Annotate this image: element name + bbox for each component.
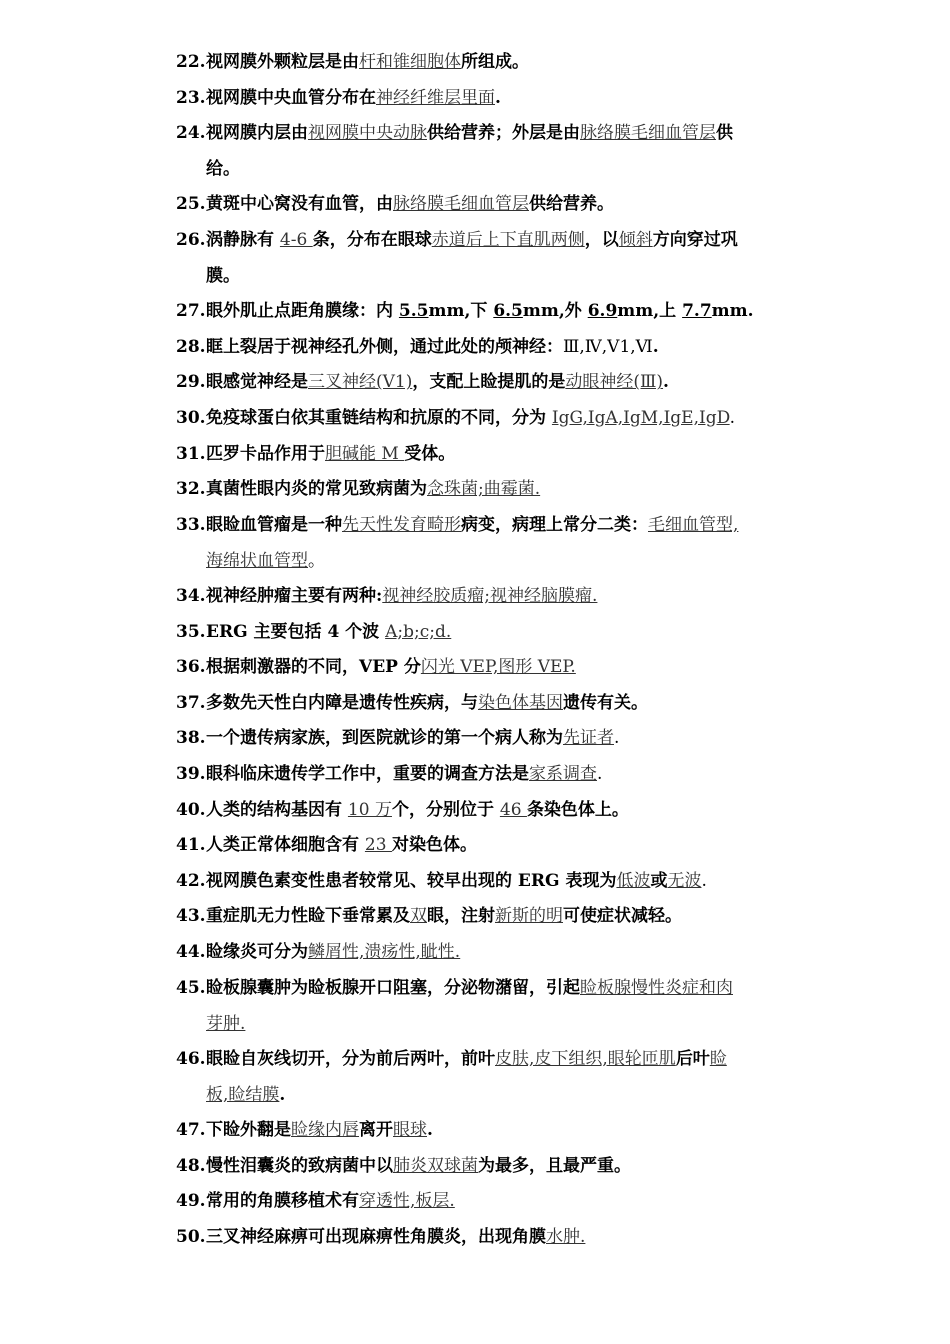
question-text: ，以 [584,230,619,250]
question-text-line [206,364,669,400]
answer-blank: 睑缘内唇 [291,1120,359,1140]
question-text-line [206,186,614,222]
question-item [0,80,950,116]
question-text: 黄斑中心窝没有血管，由 [206,194,393,215]
question-text-line [206,1183,455,1219]
question-item [0,1041,950,1113]
plain-text: 。 [308,550,325,571]
answer-blank: 睑板腺慢性炎症和肉 [580,977,733,998]
question-text-line [206,614,451,650]
answer-blank: IgG,IgA,IgM,IgE,IgD [551,408,730,428]
question-number: 34. [176,586,206,606]
question-text-line [206,649,576,685]
question-number: 25. [176,194,206,215]
question-text: 供 [716,123,733,144]
plain-text: . [729,408,736,428]
answer-blank: 闪光 VEP,图形 VEP. [420,657,576,678]
answer-blank: 赤道后上下直肌两侧 [431,230,585,250]
question-number: 28. [176,336,206,357]
question-item [0,400,950,436]
plain-text: . [597,764,603,784]
question-text: 受体。 [404,443,456,464]
question-text: . [663,372,669,393]
question-text: 一个遗传病家族，到医院就诊的第一个病人称为 [206,728,563,749]
question-text: 人类正常体细胞含有 [206,835,365,856]
question-text: 病变，病理上常分二类： [461,514,648,535]
question-text-line [206,293,754,329]
question-text-line [206,507,738,543]
answer-blank: 4-6 [279,230,313,250]
question-text: 眼，注射 [427,906,495,927]
question-text-line [206,115,733,151]
question-text: 眼睑自灰线切开，分为前后两叶，前叶 [206,1048,495,1069]
question-text-line [206,543,325,579]
plain-text: . [614,728,620,749]
question-text: 供给营养；外层是由 [427,123,580,144]
question-text: mm,下 [428,301,494,322]
question-number: 38. [176,728,206,749]
question-text-line [206,400,735,436]
answer-blank: 杆和锥细胞体 [359,52,461,72]
answer-blank: 穿透性,板层. [359,1191,455,1212]
question-text: 条染色体上。 [526,799,629,820]
question-text-line [206,222,738,258]
answer-blank: 新斯的明 [495,906,563,927]
question-text: 视神经肿瘤主要有两种: [206,586,383,606]
question-text: 膜。 [206,266,240,286]
answer-blank: 先证者 [563,728,614,749]
question-text: 眼感觉神经是 [206,372,308,393]
question-text: 多数先天性白内障是遗传性疾病，与 [206,692,478,713]
answer-blank: A;b;c;d. [385,621,452,642]
question-text-line [206,80,501,116]
question-item [0,720,950,756]
question-text: 条，分布在眼球 [312,230,432,250]
answer-blank: 46 [499,799,527,820]
question-text: mm,外 [522,301,588,322]
question-text: 可使症状减轻。 [563,906,682,927]
answer-blank: 5.5 [398,301,429,322]
question-text: . [495,87,501,108]
question-item [0,827,950,863]
question-text: 离开 [359,1120,393,1140]
question-number: 31. [176,443,206,464]
question-text-line [206,436,455,472]
question-item [0,792,950,828]
question-text: 真菌性眼内炎的常见致病菌为 [206,479,427,500]
answer-blank: 鳞屑性,溃疡性,眦性. [308,942,461,962]
question-item [0,364,950,400]
question-text: 人类的结构基因有 [206,799,348,820]
question-text-line [206,756,602,792]
question-number: 27. [176,301,206,322]
question-text: 匹罗卡品作用于 [206,443,325,464]
question-item [0,436,950,472]
answer-blank: 6.9 [587,301,618,322]
question-number: 24. [176,123,206,144]
question-text: 给。 [206,159,240,180]
answer-blank: 水肿. [546,1226,586,1247]
question-text-line [206,863,707,899]
question-item [0,471,950,507]
question-text: 对染色体。 [391,835,477,856]
question-text: 个，分别位于 [391,799,500,820]
question-item [0,649,950,685]
question-number: 41. [176,835,206,856]
question-text: ，支配上睑提肌的是 [412,372,566,393]
question-text-line [206,934,460,970]
question-number: 40. [176,799,206,820]
question-item [0,1148,950,1184]
plain-text: . [701,870,707,891]
question-text: 免疫球蛋白依其重链结构和抗原的不同，分为 [206,408,552,428]
question-text-line [206,685,648,721]
answer-blank: 三叉神经(Ⅴ1) [308,372,413,393]
question-text: 供给营养。 [529,194,614,215]
question-number: 23. [176,87,206,108]
question-text: 下睑外翻是 [206,1120,291,1140]
question-text: 眼外肌止点距角膜缘：内 [206,301,399,322]
question-text: 睑缘炎可分为 [206,942,308,962]
plain-text: Ⅲ,Ⅳ,Ⅴ1,Ⅵ [563,336,653,357]
question-text: 视网膜内层由 [206,123,308,144]
answer-blank: 家系调查 [529,764,597,784]
question-text-line [206,792,629,828]
question-text-line [206,1112,433,1148]
answer-blank: 6.5 [493,301,523,322]
question-text: 根据刺激器的不同，VEP 分 [206,657,421,678]
question-text: mm,上 [617,301,683,322]
answer-blank: 23 [364,835,392,856]
question-number: 47. [176,1120,206,1140]
question-item [0,1183,950,1219]
question-number: 30. [176,408,206,428]
answer-blank: 胆碱能 M [325,443,405,464]
answer-blank: 无波 [667,870,702,891]
question-number: 45. [176,977,206,998]
question-number: 44. [176,942,206,962]
question-text: 视网膜外颗粒层是由 [206,52,359,72]
answer-blank: 双 [410,906,427,927]
question-number: 33. [176,514,206,535]
answer-blank: 肺炎双球菌 [393,1155,478,1176]
question-text: 三叉神经麻痹可出现麻痹性角膜炎，出现角膜 [206,1226,546,1247]
question-number: 42. [176,870,206,891]
answer-blank: 脉络膜毛细血管层 [393,194,529,215]
question-item [0,685,950,721]
answer-blank: 动眼神经(Ⅲ) [565,372,664,393]
answer-blank: 低波 [616,870,651,891]
answer-blank: 先天性发育畸形 [342,514,461,535]
question-text: ERG 主要包括 4 个波 [206,621,386,642]
answer-blank: 视神经胶质瘤;视神经脑膜瘤. [382,586,598,606]
question-text-line [206,44,529,80]
question-text-line [206,898,682,934]
answer-blank: 皮肤,皮下组织,眼轮匝肌 [495,1048,676,1069]
answer-blank: 7.7 [682,301,712,322]
question-item [0,1112,950,1148]
question-text-line [206,970,733,1006]
question-text-line [206,1148,631,1184]
question-text: 方向穿过巩 [652,230,738,250]
question-text-line [206,720,619,756]
answer-blank: 眼球 [393,1120,427,1140]
question-text: 遗传有关。 [563,692,648,713]
question-text-line [206,578,597,614]
question-text-line [206,827,477,863]
question-item [0,970,950,1042]
answer-blank: 视网膜中央动脉 [308,123,427,144]
question-item [0,863,950,899]
question-text: 常用的角膜移植术有 [206,1191,359,1212]
answer-blank: 10 万 [347,799,392,820]
question-text-line [206,1041,727,1077]
question-text: . [427,1120,433,1140]
question-item [0,934,950,970]
answer-blank: 念珠菌;曲霉菌. [427,479,541,500]
question-text: 所组成。 [461,52,529,72]
question-item [0,293,950,329]
question-item [0,186,950,222]
question-text: 眼科临床遗传学工作中，重要的调查方法是 [206,764,529,784]
question-number: 49. [176,1191,206,1212]
question-number: 26. [176,230,206,250]
answer-blank: 毛细血管型, [648,514,739,535]
question-item [0,756,950,792]
question-text-line [206,1006,245,1042]
question-text: 为最多，且最严重。 [478,1155,631,1176]
question-text: 慢性泪囊炎的致病菌中以 [206,1155,393,1176]
question-item [0,898,950,934]
question-item [0,115,950,187]
answer-blank: 睑 [709,1048,727,1069]
question-text-line [206,1219,585,1255]
question-text: 涡静脉有 [206,230,280,250]
question-number: 29. [176,372,206,393]
question-text: 重症肌无力性睑下垂常累及 [206,906,410,927]
question-text: 或 [650,870,668,891]
question-number: 43. [176,906,206,927]
question-item [0,44,950,80]
question-number: 48. [176,1155,206,1176]
answer-blank: 倾斜 [618,230,653,250]
question-item [0,1219,950,1255]
question-text: 睑板腺囊肿为睑板腺开口阻塞，分泌物潴留，引起 [206,977,580,998]
question-item [0,507,950,579]
question-text: 视网膜中央血管分布在 [206,87,376,108]
question-item [0,329,950,365]
question-item [0,222,950,294]
answer-blank: 板,睑结膜 [206,1084,280,1105]
answer-blank: 海绵状血管型 [206,550,308,571]
question-text-line [206,329,659,365]
answer-blank: 芽肿. [206,1013,246,1034]
question-number: 46. [176,1048,206,1069]
question-text: . [279,1084,286,1105]
question-text: 眼睑血管瘤是一种 [206,514,342,535]
question-item [0,578,950,614]
question-text: mm. [711,301,754,322]
question-text-line [206,471,540,507]
answer-blank: 神经纤维层里面 [376,87,495,108]
question-text-line [206,1077,285,1113]
question-number: 39. [176,764,206,784]
question-item [0,614,950,650]
answer-blank: 脉络膜毛细血管层 [580,123,716,144]
question-text: 眶上裂居于视神经孔外侧，通过此处的颅神经： [206,336,563,357]
question-number: 32. [176,479,206,500]
answer-blank: 染色体基因 [478,692,563,713]
question-number: 37. [176,692,206,713]
question-number: 36. [176,657,206,678]
question-text-line [206,151,240,187]
question-number: 35. [176,621,206,642]
question-text-line [206,258,240,294]
question-number: 22. [176,52,206,72]
question-text: . [652,336,659,357]
question-number: 50. [176,1226,206,1247]
question-text: 后叶 [675,1048,710,1069]
question-text: 视网膜色素变性患者较常见、较早出现的 ERG 表现为 [206,870,617,891]
